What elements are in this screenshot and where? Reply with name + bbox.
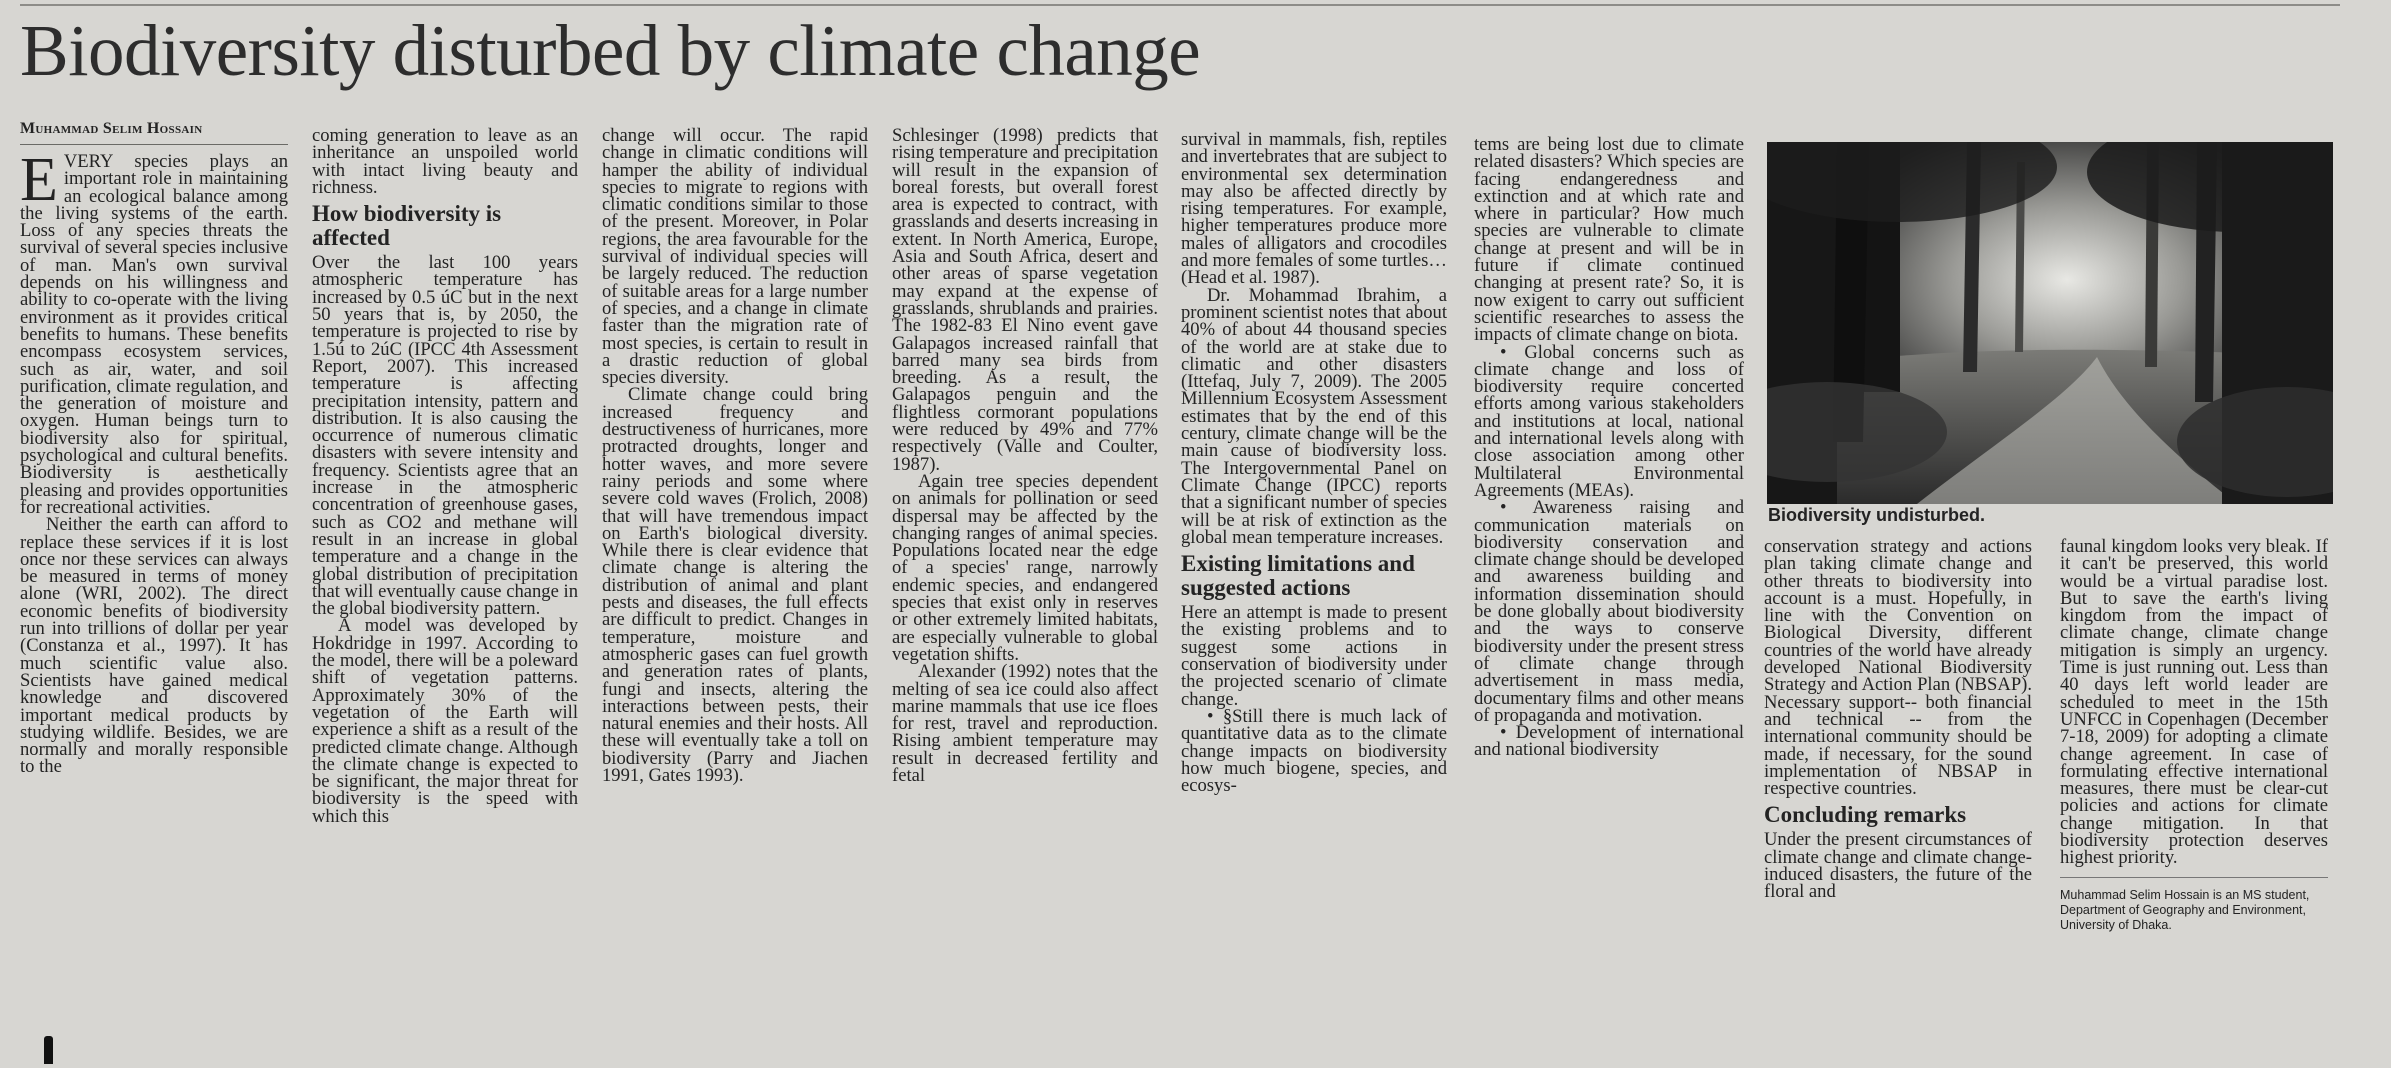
paragraph: survival in mammals, fish, reptiles and invertebrates that are subject to environmental sex determination may also be affected directly by rising temperatures. For example, higher temperatures produce more males of alligators and crocodiles and more females of some turtles… (Head et al. 1987). xyxy=(1181,129,1447,289)
drop-cap: E xyxy=(20,146,58,214)
paragraph: tems are being lost due to climate related disasters? Which species are facing endangeredness and extinction and at which rate and where in particular? How much species are vulnerable to climate change at present and will be in future if climate continued changing at present rate? So, it is now exigent to carry out sufficient scientific researches to assess the impacts of climate change on biota. xyxy=(1474,134,1744,346)
subhead-how-biodiversity-is-affected: How biodiversity is affected xyxy=(312,201,502,251)
paragraph: A model was developed by Hokdridge in 1997. According to the model, there will be a poleward shift of vegetation patterns. Approximately 30% of the vegetation of the Earth will experience a shift as a result of the predicted climate change. Although the climate change is expected to be significant, the major threat for biodiversity is the speed with which this xyxy=(312,615,578,827)
byline: Muhammad Selim Hossain xyxy=(20,120,288,145)
paragraph: coming generation to leave as an inheritance an unspoiled world with intact living beauty and richness. xyxy=(312,125,578,198)
column-7 xyxy=(1764,538,2032,901)
binding-mark xyxy=(44,1036,53,1064)
paragraph: • Awareness raising and communication materials on biodiversity conservation and climate change should be developed and awareness building and information dissemination should be done globally about biodiversity and the ways to conserve biodiversity under the present stress of climate change through advertisement in mass media, documentary films and other means of propaganda and motivation. xyxy=(1474,497,1744,726)
paragraph-text: VERY species plays an important role in maintaining an ecological balance among the living systems of the earth. Loss of any species threats the survival of several species inclusive of man. Man's own survival depends on his willingness and ability to co-operate with the living environment as it provides critical benefits to humans. These benefits encompass ecosystem services, such as air, water, and soil purification, climate regulation, and the generation of moisture and oxygen. Human beings turn to biodiversity also for spiritual, psychological and cultural benefits. Biodiversity is aesthetically pleasing and provides opportunities for recreational activities. xyxy=(20,151,288,518)
paragraph: Over the last 100 years atmospheric temperature has increased by 0.5 úC but in the next 50 years that is, by 2050, the temperature is projected to rise by 1.5ú to 2úC (IPCC 4th Assessment Report, 2007). This increased temperature is affecting precipitation intensity, pattern and distribution. It is also causing the occurrence of numerous climatic disasters with severe intensity and frequency. Scientists agree that an increase in the atmospheric concentration of greenhouse gases, such as CO2 and methane will result in an increase in global temperature and a change in the global distribution of precipitation that will eventually cause change in the global biodiversity pattern. xyxy=(312,252,578,620)
paragraph: • §Still there is much lack of quantitative data as to the climate change impacts on biodiversity how much biogene, species, and ecosys- xyxy=(1181,705,1447,797)
paragraph: change will occur. The rapid change in climatic conditions will hamper the ability of individual species to migrate to regions with climatic conditions similar to those of the present. Moreover, in Polar regions, the area favourable for the survival of individual species will be largely reduced. The reduction of suitable areas for a large number of species, and a change in climate faster than the migration rate of most species, is certain to result in a drastic reduction of global species diversity. xyxy=(602,125,868,389)
paragraph: Climate change could bring increased frequency and destructiveness of hurricanes, more protracted droughts, longer and hotter waves, and more severe rainy periods and some where severe cold waves (Frolich, 2008) that will have tremendous impact on Earth's biological diversity. While there is clear evidence that climate change is altering the distribution of animal and plant pests and diseases, the full effects are difficult to predict. Changes in temperature, moisture and atmospheric gases can fuel growth and generation rates of plants, fungi and insects, altering the interactions between pests, their natural enemies and their hosts. All these will eventually take a toll on biodiversity (Parry and Jiachen 1991, Gates 1993). xyxy=(602,384,868,786)
paragraph xyxy=(20,146,288,518)
paragraph: Schlesinger (1998) predicts that rising temperature and precipitation will result in the expansion of boreal forests, but overall forest area is expected to contract, with grasslands and deserts increasing in extent. In North America, Europe, Asia and South Africa, desert and other areas of sparse vegetation may expand at the expense of grasslands, shrublands and prairies. The 1982-83 El Nino event gave Galapagos increased rainfall that barred many sea birds from breeding. As a result, the Galapagos penguin and the flightless cormorant populations were reduced by 49% and 77% respectively (Valle and Coulter, 1987). xyxy=(892,125,1158,475)
column-6 xyxy=(1474,136,1744,759)
column-5 xyxy=(1181,129,1447,797)
paragraph: faunal kingdom looks very bleak. If it can't be preserved, this world would be a virtual paradise lost. But to save the earth's living kingdom from the impact of climate change, climate change mitigation is simply an urgency. Time is just running out. Less than 40 days left world leader are scheduled to meet in the 15th UNFCC in Copenhagen (December 7-18, 2009) for adopting a climate change agreement. In case of formulating effective international measures, there must be clear-cut policies and actions for climate change mitigation. In that biodiversity protection deserves highest priority. xyxy=(2060,536,2328,869)
column-3 xyxy=(602,127,868,784)
headline: Biodiversity disturbed by climate change xyxy=(20,10,1201,91)
column-4 xyxy=(892,127,1158,784)
subhead-concluding-remarks: Concluding remarks xyxy=(1764,802,1967,828)
forest-photo xyxy=(1767,142,2333,504)
column-8 xyxy=(2060,538,2328,933)
paragraph: • Global concerns such as climate change and loss of biodiversity require concerted efforts among various stakeholders and institutions at local, national and international levels along with close association among other Multilateral Environmental Agreements (MEAs). xyxy=(1474,341,1744,501)
column-1 xyxy=(20,120,288,776)
author-credit: Muhammad Selim Hossain is an MS student, Department of Geography and Environment, University of Dhaka. xyxy=(2060,877,2328,933)
paragraph: Under the present circumstances of climate change and climate change-induced disasters, the future of the floral and xyxy=(1764,829,2032,903)
paragraph: Dr. Mohammad Ibrahim, a prominent scientist notes that about 40% of about 44 thousand species of the world are at stake due to climatic and other disasters (Ittefaq, July 7, 2009). The 2005 Millennium Ecosystem Assessment estimates that by the end of this century, climate change will be the main cause of biodiversity loss. The Intergovernmental Panel on Climate Change (IPCC) reports that a significant number of species will be at risk of extinction as the global mean temperature increases. xyxy=(1181,284,1447,548)
forest-image xyxy=(1767,142,2333,504)
paragraph: • Development of international and national biodiversity xyxy=(1474,722,1744,761)
paragraph: Alexander (1992) notes that the melting of sea ice could also affect marine mammals that use ice floes for rest, travel and reproduction. Rising ambient temperature may result in decreased fertility and fetal xyxy=(892,661,1158,786)
paragraph: Neither the earth can afford to replace these services if it is lost once nor these services can always be measured in terms of money alone (WRI, 2002). The direct economic benefits of biodiversity run into trillions of dollar per year (Constanza et al., 1997). It has much scientific value also. Scientists have gained medical knowledge and discovered important medical products by studying wildlife. Besides, we are normally and morally responsible to the xyxy=(20,514,288,778)
column-2 xyxy=(312,127,578,825)
subhead-existing-limitations: Existing limitations and suggested actions xyxy=(1181,551,1415,601)
photo-caption: Biodiversity undisturbed. xyxy=(1768,505,1986,525)
paragraph: conservation strategy and actions plan taking climate change and other threats to biodiversity into account is a must. Hopefully, in line with the Convention on Biological Diversity, different countries of the world have already developed National Biodiversity Strategy and Action Plan (NBSAP). Necessary support-- both financial and technical -- from the international community should be made, if necessary, for the sound implementation of NBSAP in respective countries. xyxy=(1764,536,2032,800)
paragraph: Again tree species dependent on animals for pollination or seed dispersal may be affected by the changing ranges of animal species. Populations located near the edge of a species' range, narrowly endemic species, and endangered species that exist only in reserves or other extremely limited habitats, are especially vulnerable to global vegetation shifts. xyxy=(892,470,1158,665)
paragraph: Here an attempt is made to present the existing problems and to suggest some actions in conservation of biodiversity under the projected scenario of climate change. xyxy=(1181,602,1447,710)
